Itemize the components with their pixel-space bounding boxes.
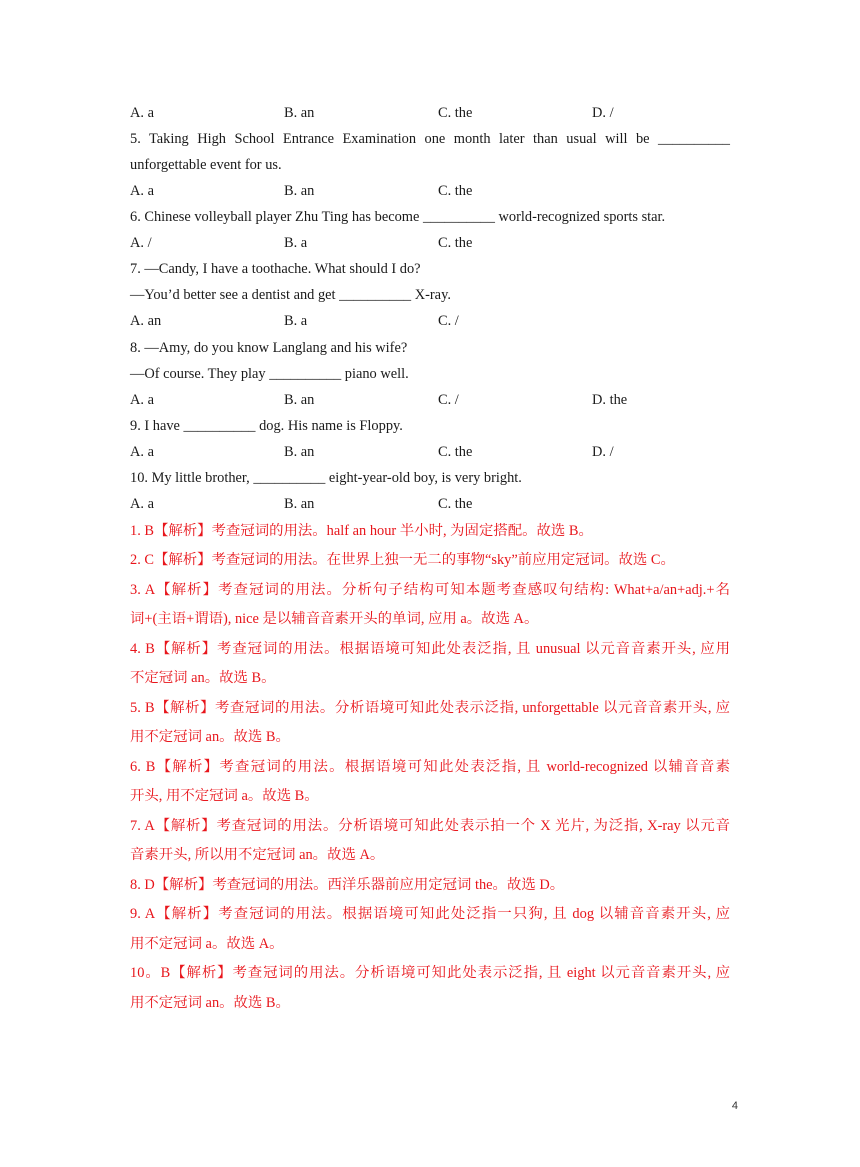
q8-option-d: D. the (592, 392, 628, 408)
q5-option-a: A. a (130, 183, 154, 199)
answer-10-line1: 10。B【解析】考查冠词的用法。分析语境可知此处表示泛指, 且 eight 以元音音素开头, 应 (130, 965, 730, 981)
q4-option-c: C. the (438, 105, 473, 121)
answer-3-line1: 3. A【解析】考查冠词的用法。分析句子结构可知本题考查感叹句结构: What+a/an+adj.+名 (130, 582, 730, 598)
q5-question-line2: unforgettable event for us. (130, 157, 282, 173)
answer-5-line2: 用不定冠词 an。故选 B。 (130, 729, 290, 745)
answer-1: 1. B【解析】考查冠词的用法。half an hour 半小时, 为固定搭配。故选 B。 (130, 523, 593, 539)
answer-9-line2: 用不定冠词 a。故选 A。 (130, 936, 284, 952)
answer-6-line1: 6. B【解析】考查冠词的用法。根据语境可知此处表泛指, 且 world-recognized 以辅音音素 (130, 759, 730, 775)
answer-9-line1: 9. A【解析】考查冠词的用法。根据语境可知此处泛指一只狗, 且 dog 以辅音音素开头, 应 (130, 906, 730, 922)
q9-question: 9. I have __________ dog. His name is Floppy. (130, 418, 403, 434)
q10-question: 10. My little brother, __________ eight-year-old boy, is very bright. (130, 470, 522, 486)
answer-6-line2: 开头, 用不定冠词 a。故选 B。 (130, 788, 319, 804)
q8-option-a: A. a (130, 392, 154, 408)
q7-option-a: A. an (130, 313, 162, 329)
answer-8: 8. D【解析】考查冠词的用法。西洋乐器前应用定冠词 the。故选 D。 (130, 877, 565, 893)
q6-option-a: A. / (130, 235, 152, 251)
q8-option-c: C. / (438, 392, 459, 408)
q10-option-c: C. the (438, 496, 473, 512)
q9-option-a: A. a (130, 444, 154, 460)
q7-question-line1: 7. —Candy, I have a toothache. What should I do? (130, 261, 421, 277)
answer-3-line2: 词+(主语+谓语), nice 是以辅音音素开头的单词, 应用 a。故选 A。 (130, 611, 539, 627)
answer-4-line2: 不定冠词 an。故选 B。 (130, 670, 276, 686)
answer-5-line1: 5. B【解析】考查冠词的用法。分析语境可知此处表示泛指, unforgettable 以元音音素开头, 应 (130, 700, 730, 716)
q8-option-b: B. an (284, 392, 315, 408)
q5-option-b: B. an (284, 183, 315, 199)
answer-4-line1: 4. B【解析】考查冠词的用法。根据语境可知此处表泛指, 且 unusual 以元音音素开头, 应用 (130, 641, 730, 657)
q9-option-c: C. the (438, 444, 473, 460)
answer-7-line2: 音素开头, 所以用不定冠词 an。故选 A。 (130, 847, 385, 863)
q7-option-b: B. a (284, 313, 308, 329)
answer-2: 2. C【解析】考查冠词的用法。在世界上独一无二的事物“sky”前应用定冠词。故选 C。 (130, 552, 675, 568)
q8-question-line1: 8. —Amy, do you know Langlang and his wife? (130, 340, 408, 356)
q4-option-b: B. an (284, 105, 315, 121)
q5-question-line1: 5. Taking High School Entrance Examination one month later than usual will be __________ (130, 131, 730, 147)
answer-7-line1: 7. A【解析】考查冠词的用法。分析语境可知此处表示拍一个 X 光片, 为泛指, X-ray 以元音 (130, 818, 730, 834)
q6-option-c: C. the (438, 235, 473, 251)
page-number: 4 (731, 1100, 738, 1112)
answer-10-line2: 用不定冠词 an。故选 B。 (130, 995, 290, 1011)
q6-question: 6. Chinese volleyball player Zhu Ting has become __________ world-recognized sports star. (130, 209, 666, 225)
q7-option-c: C. / (438, 313, 459, 329)
q4-option-a: A. a (130, 105, 154, 121)
q7-question-line2: —You’d better see a dentist and get __________ X-ray. (130, 287, 451, 303)
q10-option-a: A. a (130, 496, 154, 512)
q5-option-c: C. the (438, 183, 473, 199)
q8-question-line2: —Of course. They play __________ piano well. (130, 366, 409, 382)
q6-option-b: B. a (284, 235, 308, 251)
q4-option-d: D. / (592, 105, 614, 121)
q10-option-b: B. an (284, 496, 315, 512)
q9-option-d: D. / (592, 444, 614, 460)
q9-option-b: B. an (284, 444, 315, 460)
